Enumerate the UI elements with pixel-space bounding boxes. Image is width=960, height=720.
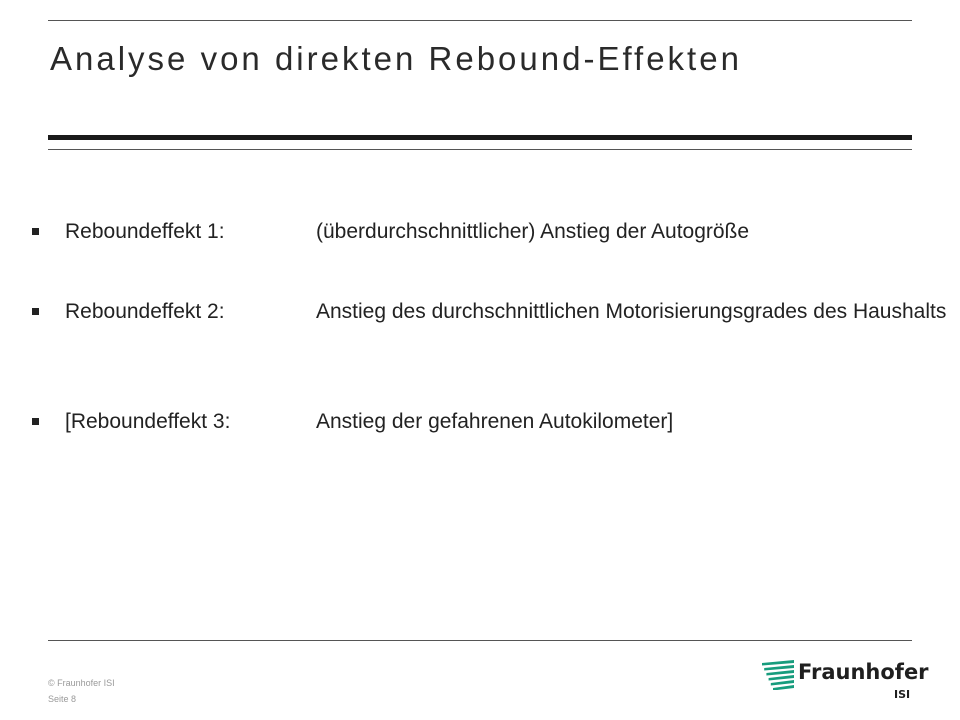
title-underline-thick bbox=[48, 135, 912, 140]
footer-rule bbox=[48, 640, 912, 641]
bullet-label: Reboundeffekt 2: bbox=[65, 300, 225, 323]
bullet-label: [Reboundeffekt 3: bbox=[65, 410, 231, 433]
square-bullet-icon bbox=[32, 308, 39, 315]
footer-copyright: © Fraunhofer ISI bbox=[48, 678, 115, 688]
bullet-text: Anstieg des durchschnittlichen Motorisierungsgrades des Haushalts bbox=[316, 300, 947, 323]
bullet-text: Anstieg der gefahrenen Autokilometer] bbox=[316, 410, 674, 433]
top-rule bbox=[48, 20, 912, 21]
fraunhofer-logo bbox=[760, 658, 929, 706]
logo-stripe bbox=[766, 670, 794, 676]
square-bullet-icon bbox=[32, 228, 39, 235]
fraunhofer-logo-icon bbox=[760, 658, 796, 690]
logo-stripe bbox=[771, 680, 794, 686]
logo-name: Fraunhofer bbox=[798, 660, 929, 684]
title-underline-thin bbox=[48, 149, 912, 150]
page-number: Seite 8 bbox=[48, 694, 77, 704]
bullet-list bbox=[32, 218, 947, 433]
bullet-text: (überdurchschnittlicher) Anstieg der Autogröße bbox=[316, 220, 750, 243]
slide-title: Analyse von direkten Rebound-Effekten bbox=[50, 40, 742, 77]
logo-sub: ISI bbox=[894, 688, 911, 701]
bullet-item bbox=[32, 218, 932, 248]
logo-stripe bbox=[764, 665, 794, 671]
logo-stripe bbox=[769, 675, 794, 681]
logo-stripe bbox=[762, 660, 794, 666]
square-bullet-icon bbox=[32, 418, 39, 425]
bullet-label: Reboundeffekt 1: bbox=[65, 220, 225, 243]
logo-stripe bbox=[773, 685, 794, 690]
